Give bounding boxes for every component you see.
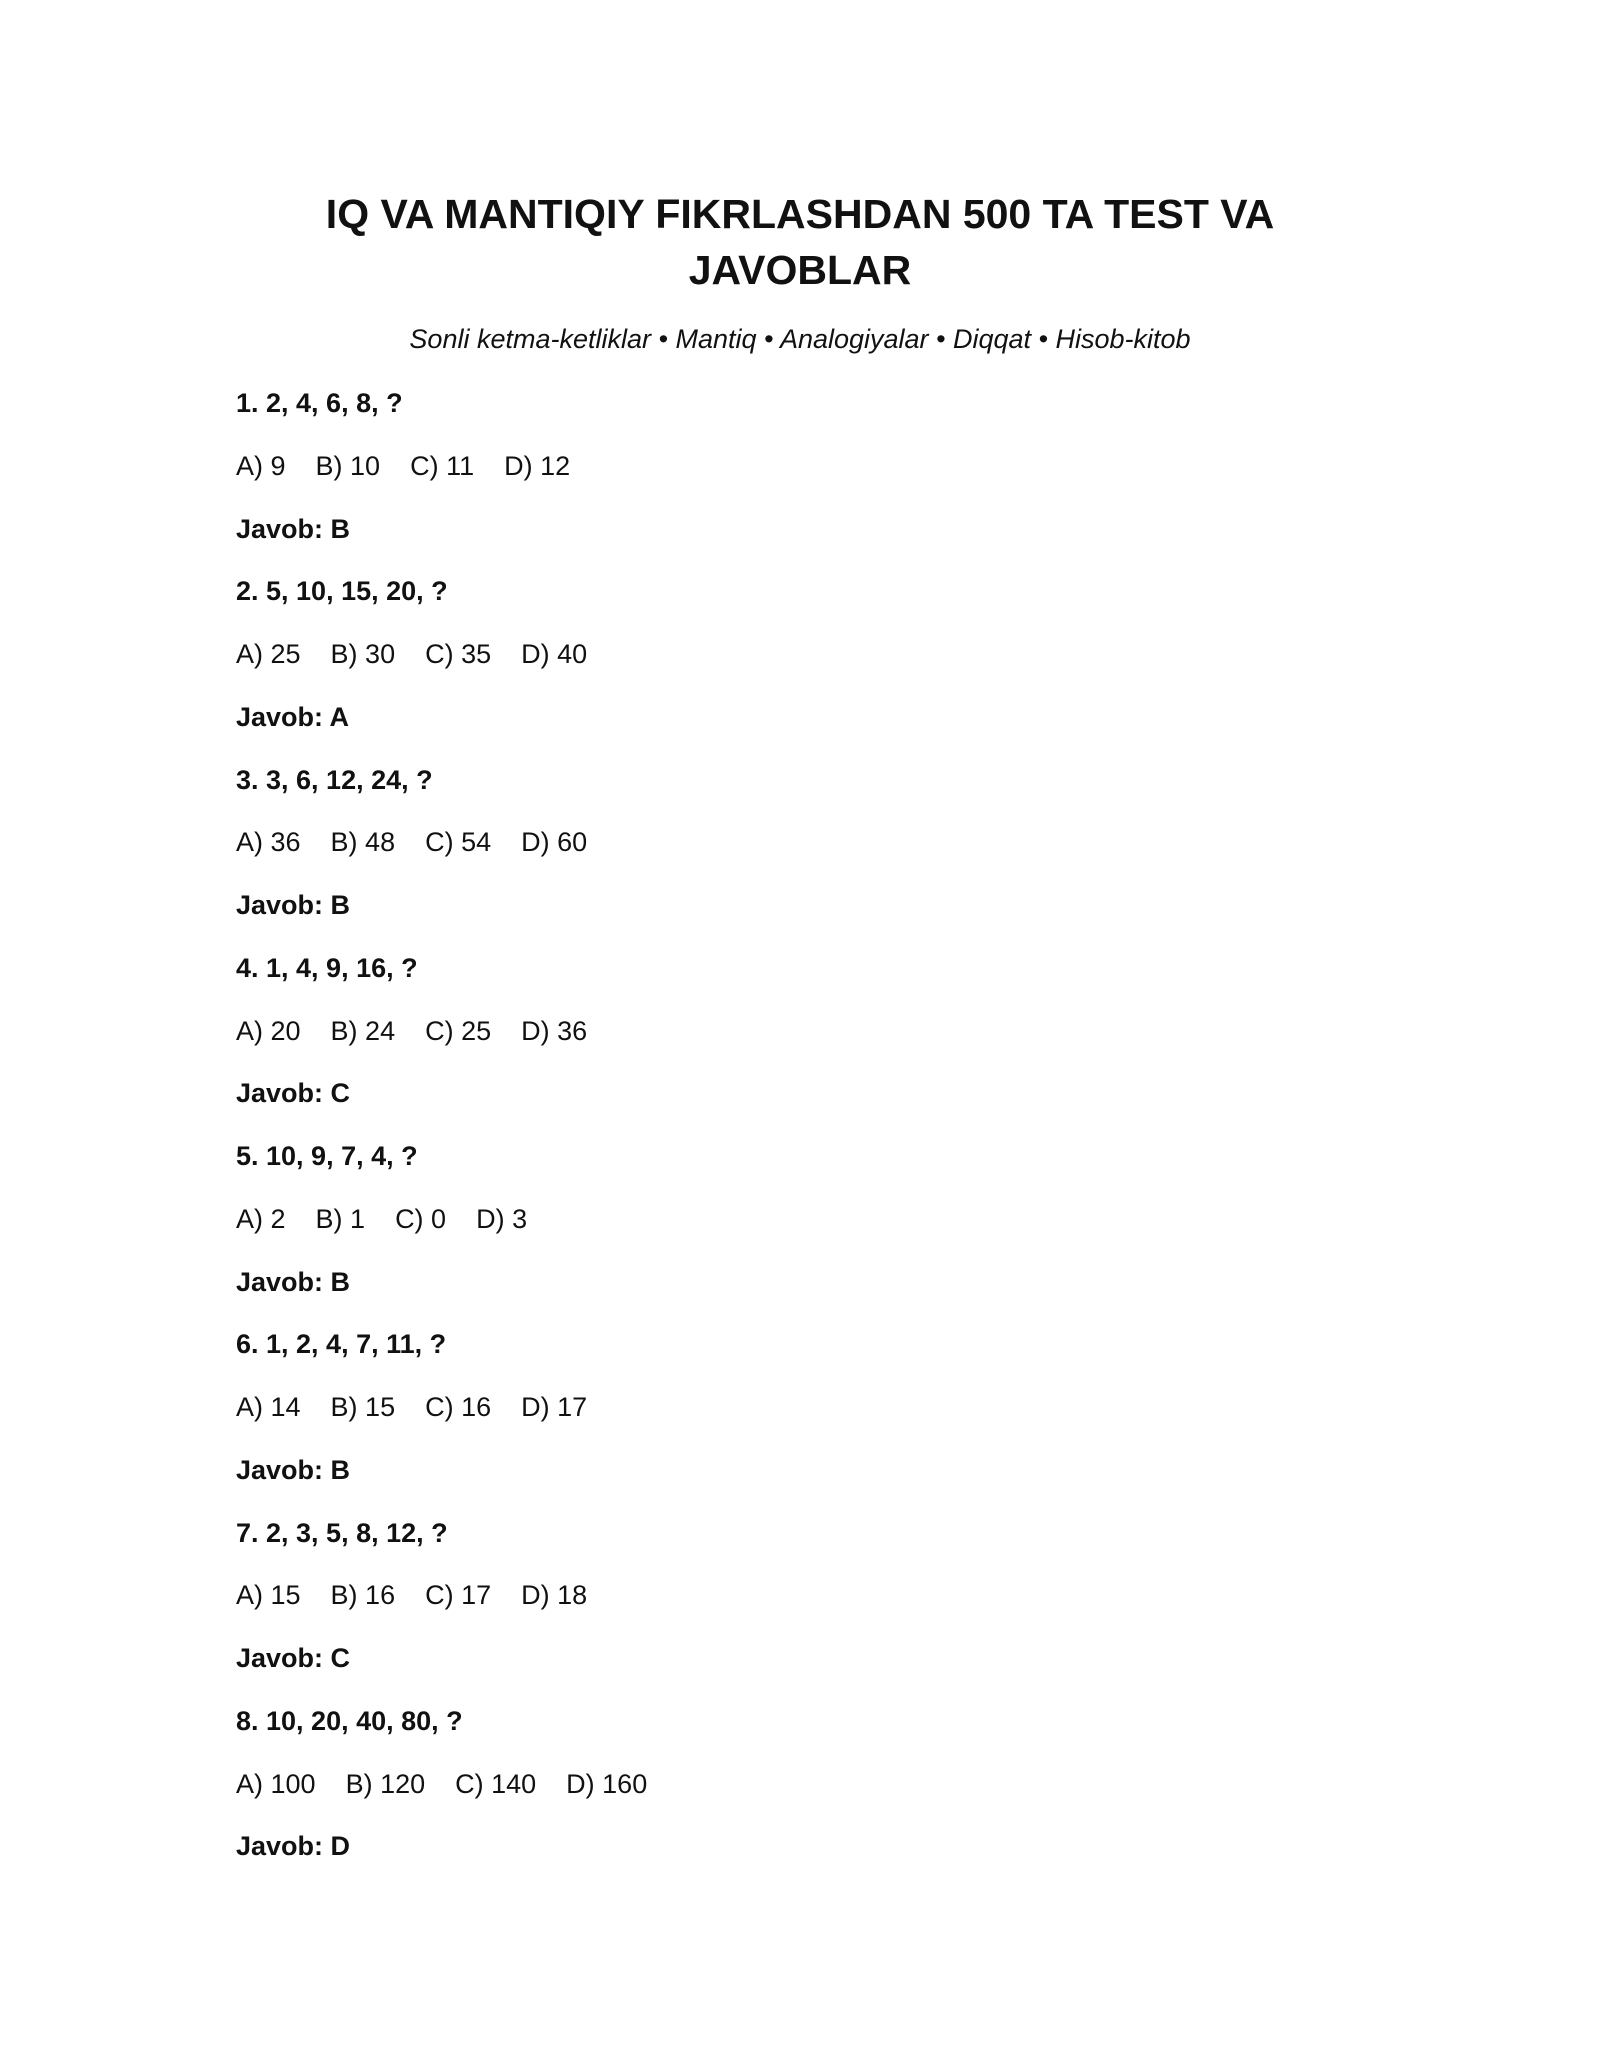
question-item	[236, 571, 1364, 759]
answer-option: C) 16	[425, 1392, 492, 1422]
answer-option: B) 48	[330, 827, 396, 858]
question-list	[236, 383, 1364, 1889]
question-item	[236, 1136, 1364, 1324]
answer-option: C) 140	[455, 1768, 537, 1799]
correct-answer: Javob: B	[236, 890, 351, 920]
answer-option: C) 35	[425, 639, 492, 669]
answer-option: C) 17	[425, 1580, 492, 1611]
question-text: 2. 5, 10, 15, 20, ?	[236, 576, 448, 607]
answer-option: A) 14	[236, 1392, 301, 1422]
answer-options	[236, 446, 1364, 509]
answer-options	[236, 822, 1364, 885]
answer-option: D) 3	[476, 1203, 528, 1234]
question-item	[236, 1701, 1364, 1889]
correct-answer: Javob: C	[236, 1643, 351, 1673]
correct-answer: Javob: B	[236, 513, 351, 544]
answer-options	[236, 1387, 1364, 1450]
correct-answer: Javob: A	[236, 701, 350, 732]
question-text: 1. 2, 4, 6, 8, ?	[236, 388, 403, 418]
answer-options	[236, 1575, 1364, 1638]
correct-answer: Javob: C	[236, 1078, 351, 1109]
question-item	[236, 1324, 1364, 1512]
answer-option: D) 17	[521, 1392, 588, 1422]
answer-options	[236, 1764, 1364, 1827]
answer-option: A) 20	[236, 1015, 301, 1046]
answer-option: B) 24	[330, 1015, 396, 1046]
answer-options	[236, 1011, 1364, 1074]
correct-answer: Javob: B	[236, 1454, 351, 1485]
question-item	[236, 383, 1364, 571]
answer-option: D) 18	[521, 1580, 588, 1611]
answer-option: B) 10	[315, 450, 381, 481]
question-text: 3. 3, 6, 12, 24, ?	[236, 764, 433, 795]
document-subtitle: Sonli ketma-ketliklar • Mantiq • Analogiyalar • Diqqat • Hisob-kitob	[409, 324, 1191, 354]
answer-option: A) 36	[236, 827, 301, 858]
question-item	[236, 1513, 1364, 1701]
answer-option: D) 12	[504, 450, 571, 481]
answer-option: D) 160	[566, 1768, 648, 1799]
answer-options	[236, 634, 1364, 697]
title-line-1: IQ VA MANTIQIY FIKRLASHDAN 500 TA TEST VA	[325, 191, 1275, 237]
answer-option: A) 100	[236, 1768, 316, 1799]
correct-answer: Javob: D	[236, 1831, 351, 1862]
question-text: 7. 2, 3, 5, 8, 12, ?	[236, 1517, 448, 1548]
answer-option: C) 54	[425, 827, 492, 858]
answer-option: C) 0	[395, 1203, 447, 1234]
question-item	[236, 760, 1364, 948]
answer-option: D) 60	[521, 827, 588, 858]
answer-option: A) 2	[236, 1203, 286, 1234]
title-line-2: JAVOBLAR	[688, 247, 912, 293]
answer-options	[236, 1199, 1364, 1262]
answer-option: D) 36	[521, 1015, 588, 1046]
correct-answer: Javob: B	[236, 1266, 351, 1297]
answer-option: B) 30	[330, 639, 396, 669]
question-text: 6. 1, 2, 4, 7, 11, ?	[236, 1329, 447, 1360]
question-text: 8. 10, 20, 40, 80, ?	[236, 1705, 463, 1736]
answer-option: B) 120	[345, 1768, 426, 1799]
answer-option: B) 16	[330, 1580, 396, 1611]
question-item	[236, 948, 1364, 1136]
answer-option: D) 40	[521, 639, 588, 669]
answer-option: A) 9	[236, 450, 286, 481]
answer-option: C) 25	[425, 1015, 492, 1046]
question-text: 5. 10, 9, 7, 4, ?	[236, 1141, 418, 1171]
answer-option: B) 1	[315, 1203, 366, 1234]
answer-option: A) 15	[236, 1580, 301, 1611]
question-text: 4. 1, 4, 9, 16, ?	[236, 952, 418, 983]
answer-option: C) 11	[410, 450, 475, 481]
answer-option: A) 25	[236, 639, 301, 669]
answer-option: B) 15	[330, 1392, 396, 1422]
document-title	[230, 186, 1370, 298]
